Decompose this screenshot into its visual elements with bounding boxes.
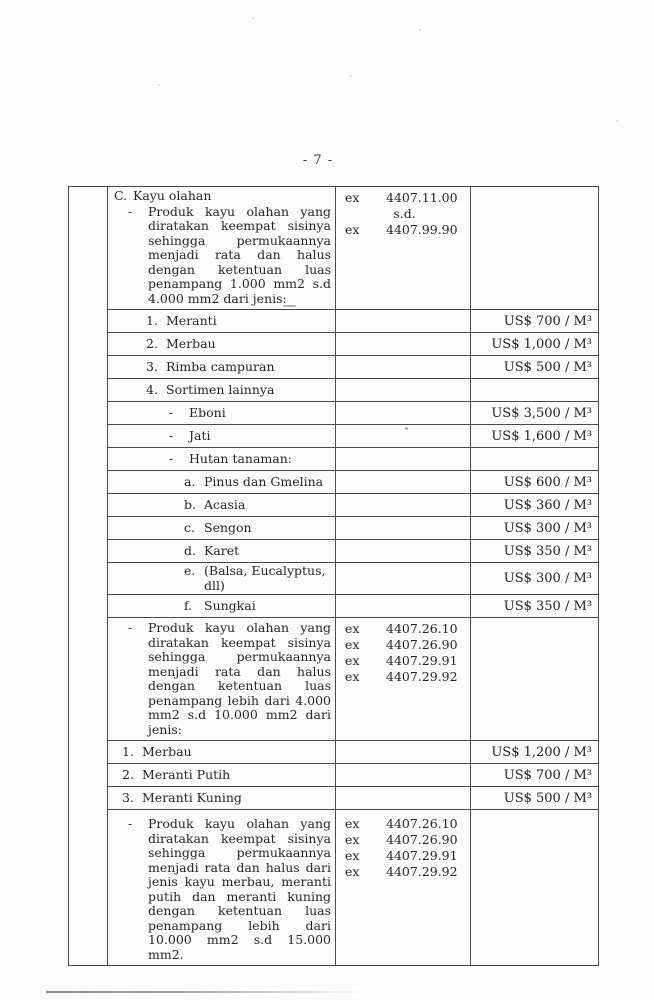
hs-code: 4407.29.92 [386,864,458,879]
hs-code-cell [336,448,471,471]
price-cell: US$ 1,200 / M³ [471,741,599,764]
item-cell [108,356,336,379]
hs-code-cell [336,494,471,517]
page-number: - 7 - [302,153,334,168]
price-cell: US$ 500 / M³ [471,356,599,379]
hs-code-cell [336,741,471,764]
item-label: Karet [204,542,240,558]
hs-code-line [345,637,464,652]
bullet-dash: - [128,816,133,831]
table-row [69,448,599,471]
hs-ex-prefix: ex [345,816,360,831]
item-cell [108,379,336,402]
table-row [69,402,599,425]
hs-ex-prefix: ex [345,832,360,847]
hs-ex-prefix: ex [345,222,360,237]
hs-code: 4407.26.10 [386,621,458,636]
price-cell [471,379,599,402]
item-label: Acasia [204,496,246,512]
bullet-dash: - [128,203,133,219]
item-cell [108,310,336,333]
bullet-dash: - [128,620,133,635]
item-letter: f. [184,597,193,613]
product-description-text: Produk kayu olahan yang diratakan keempat sisinya sehingga permukaannya menjadi rata dan halus dengan ketentuan luas penampang 1.000 mm2 s.d 4.000 mm2 dari jenis: [148,203,331,306]
item-cell [108,402,336,425]
hs-code-cell [336,517,471,540]
item-number: 1. [146,312,158,328]
scan-speck [158,84,160,86]
price-cell: US$ 1,000 / M³ [471,333,599,356]
table-row [69,356,599,379]
hs-code: 4407.29.91 [386,848,458,863]
hs-code: 4407.29.91 [386,653,458,668]
price-cell [471,187,599,310]
item-label: Merbau [166,335,216,351]
item-number: 1. [122,743,134,759]
price-cell: US$ 300 / M³ [471,517,599,540]
table-row [69,595,599,618]
table-row [69,787,599,810]
table-row [69,810,599,966]
price-cell: US$ 360 / M³ [471,494,599,517]
product-description-text: Produk kayu olahan yang diratakan keempat sisinya sehingga permukaannya menjadi rata dan halus dari jenis kayu merbau, meranti putih dan meranti kuning dengan ketentuan luas penampang lebih dari 10.000 mm2 s.d 15.000 mm2. [148,816,331,962]
item-cell [108,494,336,517]
table-left-gutter-column [69,187,108,966]
hs-code-line [345,832,464,847]
table-row [69,333,599,356]
item-number: 2. [146,335,158,351]
item-cell [108,517,336,540]
hs-code-line [345,848,464,863]
hs-range-separator: s.d. [393,206,416,221]
table-row [69,494,599,517]
hs-code-cell [336,356,471,379]
table-row [69,379,599,402]
hs-code-cell [336,402,471,425]
item-label: Meranti Putih [142,766,231,782]
hs-ex-prefix: ex [345,669,360,684]
item-label: Eboni [189,404,226,420]
hs-code-cell [336,810,471,966]
hs-code: 4407.29.92 [386,669,458,684]
item-cell [108,787,336,810]
price-cell: US$ 350 / M³ [471,540,599,563]
item-cell [108,540,336,563]
table-row [69,618,599,741]
price-cell: US$ 700 / M³ [471,764,599,787]
hs-code-cell [336,764,471,787]
hs-code-line [345,669,464,684]
table-row [69,310,599,333]
scan-speck [616,120,618,122]
hs-code-cell [336,310,471,333]
hs-code-cell [336,787,471,810]
item-number: 3. [146,358,158,374]
tariff-table [68,186,599,966]
section-description-cell [108,810,336,966]
section-description-cell [108,618,336,741]
item-cell [108,448,336,471]
hs-code-cell [336,425,471,448]
scan-speck [419,29,421,31]
item-label: Sortimen lainnya [166,381,275,397]
item-letter: e. [184,563,196,578]
hs-ex-prefix: ex [345,190,360,205]
price-cell [471,810,599,966]
item-dash: - [169,404,174,420]
hs-code: 4407.11.00 [386,190,458,205]
item-dash: - [169,450,174,466]
item-cell [108,471,336,494]
scan-speck [350,75,352,77]
item-label: (Balsa, Eucalyptus, dll) [204,563,326,593]
section-letter: C. [114,188,128,203]
item-label: Rimba campuran [166,358,275,374]
item-cell [108,333,336,356]
hs-code-cell [336,333,471,356]
item-label: Sengon [204,519,252,535]
price-cell [471,618,599,741]
product-description-block-3 [128,817,331,962]
price-cell: US$ 3,500 / M³ [471,402,599,425]
hs-code: 4407.26.90 [386,637,458,652]
item-cell [108,764,336,787]
price-cell: US$ 350 / M³ [471,595,599,618]
hs-code-line [345,190,464,205]
table-row [69,563,599,595]
hs-code: 4407.99.90 [386,222,458,237]
item-number: 3. [122,789,134,805]
hs-ex-prefix: ex [345,864,360,879]
item-letter: d. [184,542,196,558]
item-cell [108,563,336,595]
table-row [69,741,599,764]
table-row [69,764,599,787]
product-description-block-1 [128,205,331,307]
hs-ex-prefix: ex [345,653,360,668]
item-number: 2. [122,766,134,782]
price-cell: US$ 700 / M³ [471,310,599,333]
item-letter: b. [184,496,196,512]
hs-code-cell [336,187,471,310]
table-row [69,425,599,448]
section-description-cell [108,187,336,310]
hs-code-cell [336,563,471,595]
item-label: Pinus dan Gmelina [204,473,324,489]
product-description-block-2 [128,621,331,737]
scan-artifact-bottom-line [46,991,364,993]
price-cell: US$ 500 / M³ [471,787,599,810]
item-label: Meranti Kuning [142,789,242,805]
hs-code: 4407.26.10 [386,816,458,831]
price-cell: US$ 300 / M³ [471,563,599,595]
table-row [69,187,599,310]
item-cell [108,595,336,618]
table-row [69,517,599,540]
item-letter: a. [184,473,196,489]
item-number: 4. [146,381,158,397]
item-cell [108,741,336,764]
item-label: Merbau [142,743,192,759]
hs-code-line [345,816,464,831]
item-label: Meranti [166,312,217,328]
product-description-text: Produk kayu olahan yang diratakan keempat sisinya sehingga permukaannya menjadi rata dan halus dengan ketentuan luas penampang lebih dari 4.000 mm2 s.d 10.000 mm2 dari jenis: [148,620,331,737]
item-cell [108,425,336,448]
table-row [69,540,599,563]
hs-code-line [345,864,464,879]
hs-code-cell [336,540,471,563]
hs-ex-prefix: ex [345,621,360,636]
price-cell: US$ 1,600 / M³ [471,425,599,448]
item-dash: - [169,427,174,443]
item-label: Jati [189,427,211,443]
hs-ex-prefix: ex [345,637,360,652]
item-letter: c. [184,519,195,535]
section-title: Kayu olahan [133,188,212,203]
price-cell: US$ 600 / M³ [471,471,599,494]
table-row [69,471,599,494]
hs-code-line [345,653,464,668]
hs-ex-prefix: ex [345,848,360,863]
item-label: Hutan tanaman: [189,450,292,466]
hs-code-line [345,621,464,636]
hs-code-cell [336,471,471,494]
hs-code: 4407.26.90 [386,832,458,847]
hs-code-cell [336,618,471,741]
item-label: Sungkai [204,597,256,613]
hs-code-cell [336,595,471,618]
hs-code-line [345,222,464,237]
section-heading [114,189,331,204]
price-cell [471,448,599,471]
scan-speck [252,17,254,19]
hs-code-cell [336,379,471,402]
